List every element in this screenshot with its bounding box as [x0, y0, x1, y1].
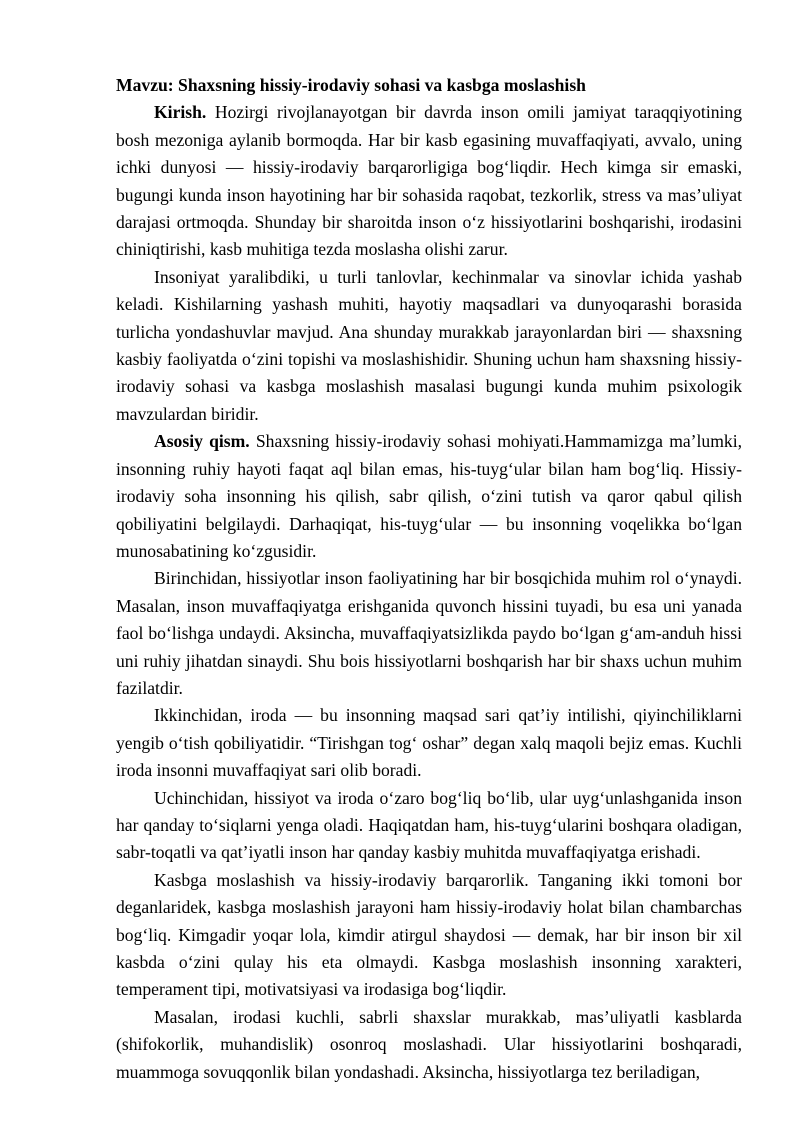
- paragraph-text: Hozirgi rivojlanayotgan bir davrda inson omili jamiyat taraqqiyotining bosh mezoniga aylanib bormoqda. Har bir kasb egasining muvaffaqiyati, avvalo, uning ichki dunyosi — hissiy-irodaviy barqarorligiga bog‘liqdir. Hech kimga sir emaski, bugungi kunda inson hayotining har bir sohasida raqobat, tezkorlik, stress va mas’uliyat darajasi ortmoqda. Shunday bir sharoitda inson o‘z hissiyotlarini boshqarishi, irodasini chiniqtirishi, kasb muhitiga tezda moslasha olishi zarur.: [116, 102, 742, 260]
- paragraph-text: Insoniyat yaralibdiki, u turli tanlovlar, kechinmalar va sinovlar ichida yashab keladi. Kishilarning yashash muhiti, hayotiy maqsadlari va dunyoqarashi borasida turlicha yondashuvlar mavjud. Ana shunday murakkab jarayonlardan biri — shaxsning kasbiy faoliyatda o‘zini topishi va moslashishidir. Shuning uchun ham shaxsning hissiy-irodaviy sohasi va kasbga moslashish masalasi bugungi kunda muhim psixologik mavzulardan biridir.: [116, 266, 742, 424]
- paragraph-text: Uchinchidan, hissiyot va iroda o‘zaro bog‘liq bo‘lib, ular uyg‘unlashganida inson har qanday to‘siqlarni yenga oladi. Haqiqatdan ham, his-tuyg‘ularini boshqara oladigan, sabr-toqatli va qat’iyatli inson har qanday kasbiy muhitda muvaffaqiyatga erishadi.: [116, 787, 742, 863]
- paragraph-text: Masalan, irodasi kuchli, sabrli shaxslar murakkab, mas’uliyatli kasblarda (shifokorlik, muhandislik) osonroq moslashadi. Ular hissiyotlarini boshqaradi, muammoga sovuqqonlik bilan yondashadi. Aksincha, hissiyotlarga tez beriladigan,: [116, 1006, 742, 1082]
- paragraph-main-part: [116, 428, 742, 565]
- paragraph-text: Shaxsning hissiy-irodaviy sohasi mohiyati.Hammamizga ma’lumki, insonning ruhiy hayoti faqat aql bilan emas, his-tuyg‘ular bilan ham bog‘liq. Hissiy-irodaviy soha insonning his qilish, sabr qilish, o‘zini tutish va qaror qabul qilish qobiliyatini belgilaydi. Darhaqiqat, his-tuyg‘ular — bu insonning voqelikka bo‘lgan munosabatining ko‘zgusidir.: [116, 431, 742, 561]
- paragraph: [116, 785, 742, 867]
- paragraph-text: Kasbga moslashish va hissiy-irodaviy barqarorlik. Tanganing ikki tomoni bor deganlaridek, kasbga moslashish jarayoni ham hissiy-irodaviy holat bilan chambarchas bog‘liq. Kimgadir yoqar lola, kimdir atirgul shaydosi — demak, har bir inson bir xil kasbda o‘zini qulay his eta olmaydi. Kasbga moslashish insonning xarakteri, temperament tipi, motivatsiyasi va irodasiga bog‘liqdir.: [116, 869, 742, 1000]
- paragraph-introduction: [116, 99, 742, 263]
- paragraph-text: Ikkinchidan, iroda — bu insonning maqsad sari qat’iy intilishi, qiyinchiliklarni yengib o‘tish qobiliyatidir. “Tirishgan tog‘ oshar” degan xalq maqoli bejiz emas. Kuchli iroda insonni muvaffaqiyat sari olib boradi.: [116, 705, 742, 781]
- paragraph-lead: Kirish.: [154, 102, 207, 123]
- paragraph: [116, 702, 742, 784]
- document-title: Mavzu: Shaxsning hissiy-irodaviy sohasi va kasbga moslashish: [116, 75, 586, 95]
- paragraph-text: Birinchidan, hissiyotlar inson faoliyatining har bir bosqichida muhim rol o‘ynaydi. Masalan, inson muvaffaqiyatga erishganida quvonch hissini tuyadi, bu esa uni yanada faol bo‘lishga undaydi. Aksincha, muvaffaqiyatsizlikda paydo bo‘lgan g‘am-anduh hissi uni ruhiy jihatdan sinaydi. Shu bois hissiyotlarni boshqarish har bir shaxs uchun muhim fazilatdir.: [116, 568, 742, 698]
- paragraph: [116, 264, 742, 428]
- paragraph: [116, 1004, 742, 1086]
- document-page: [116, 72, 742, 1086]
- paragraph: [116, 867, 742, 1004]
- paragraph-lead: Asosiy qism.: [154, 431, 250, 452]
- paragraph: [116, 565, 742, 702]
